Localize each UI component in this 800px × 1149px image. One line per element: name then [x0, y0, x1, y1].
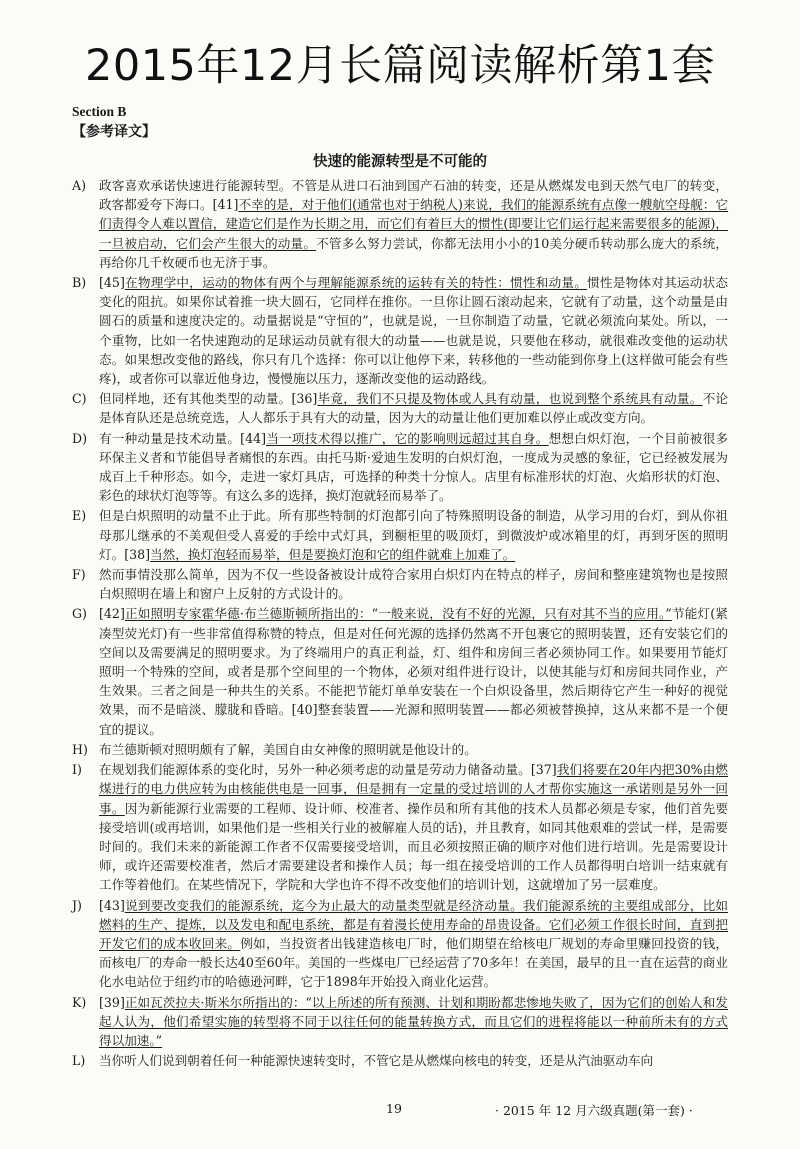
paragraph-label: G) [72, 606, 87, 622]
paragraph-label: C) [72, 391, 87, 407]
paragraph-label: L) [72, 1053, 86, 1069]
page-title: 2015年12月长篇阅读解析第1套 [84, 41, 715, 91]
underlined-answer: 正如照明专家霍华德·布兰德斯顿所指出的：“一般来说，没有不好的光源，只有对其不当的应用。” [124, 606, 672, 622]
section-label: Section B [72, 104, 127, 119]
paragraph-label: A) [72, 178, 87, 193]
underlined-answer: 在物理学中，运动的物体有两个与理解能源系统的运转有关的特性：惯性和动量。 [124, 275, 588, 291]
paragraph-b: B) [45]在物理学中，运动的物体有两个与理解能源系统的运转有关的特性：惯性和动量。惯性是物体对其运动状态变化的阻抗。如果你试着推一块大圆石，它同样在推你。一旦你让圆石滚动起来，它就有了动量，这个动量是由圆石的质量和速度决定的。动量据说是“守恒的”，也就是说，一旦你制造了动量，它就必须流向某处。所以，一个重物，比如一名快速跑动的足球运动员就有很大的动量——也就是说，只要他在移动，就很难改变他的运动状态。如果想改变他的路线，你只有几个选择：你可以让他停下来，转移他的一些动能到你身上(这样做可能会有些疼)，或者你可以靠近他身边，慢慢施以压力，逐渐改变他的运动路线。 [72, 275, 729, 387]
article-title: 快速的能源转型是不可能的 [313, 153, 487, 170]
page-number: 19 [386, 1101, 402, 1116]
underlined-answer: 不幸的是，对于他们(通常也对于纳税人)来说，我们的能源系统有点像一艘航空母舰：它们责得令人难以置信，建造它们是作为长期之用，而它们有着巨大的惯性(即要让它们运行起来需要很多的能源)，一旦被启动，它们会产生很大的动量。 [99, 197, 729, 251]
underlined-answer: 当一项技术得以推广，它的影响则远超过其自身。 [266, 430, 549, 446]
paragraph-label: F) [72, 567, 86, 583]
paragraph-a: A) 政客喜欢承诺快速进行能源转型。不管是从进口石油到国产石油的转变，还是从燃煤发电到天然气电厂的转变，政客都爱夸下海口。[41]不幸的是，对于他们(通常也对于纳税人)来说，我们的能源系统有点像一艘航空母舰：它们责得令人难以置信，建造它们是作为长期之用，而它们有着巨大的惯性(即要让它们运行起来需要很多的能源)，一旦被启动，它们会产生很大的动量。不管多么努力尝试，你都无法用小小的10美分硬币转动那么庞大的系统，再给你几千枚硬币也无济于事。 [72, 178, 729, 270]
paragraph-g: G) [42]正如照明专家霍华德·布兰德斯顿所指出的：“一般来说，没有不好的光源，只有对其不当的应用。”节能灯(紧凑型荧光灯)有一些非常值得称赞的特点，但是对任何光源的选择仍然离不开包裹它的照明装置，还有安装它们的空间以及需要满足的照明要求。为了终端用户的真正利益，灯、组件和房间三者必须协同工作。如果要用节能灯照明一个特殊的空间，或者是那个空间里的一个物体，必须对组件进行设计，以使其能与灯和房间共同作业，产生效果。三者之间是一种共生的关系。不能把节能灯单单安装在一个白炽设备里，然后期待它产生一种好的视觉效果，而不是暗淡、朦胧和昏暗。[40]整套装置——光源和照明装置——都必须被替换掉，这从来都不是一个便宜的提议。 [72, 606, 728, 737]
underlined-answer: 毕竟，我们不只提及物体或人具有动量，也说到整个系统具有动量。 [317, 391, 703, 407]
article-body [72, 176, 728, 1071]
paragraph-k: K) [39]正如瓦茨拉夫·斯米尔所指出的：“以上所述的所有预测、计划和期盼都悲惨地失败了，因为它们的创始人和发起人认为，他们希望实施的转型将不同于以往任何的能量转换方式，而且它们的进程将能以一种前所未有的方式得以加速。” [72, 994, 728, 1048]
paragraph-f: F) 然而事情没那么简单，因为不仅一些设备被设计成符合家用白炽灯内在特点的样子，房间和整座建筑物也是按照白炽照明在墙上和窗户上反射的方式设计的。 [72, 567, 728, 602]
paragraph-i: I) 在规划我们能源体系的变化时，另外一种必须考虑的动量是劳动力储备动量。[37]我们将要在20年内把30%由燃煤进行的电力供应转为由核能供电是一回事，但是拥有一定量的受过培训的人才帮你实施这一承诺则是另外一回事。因为新能源行业需要的工程师、设计师、校准者、操作员和所有其他的技术人员都必须是专家，他们首先要接受培训(或再培训，如果他们是一些相关行业的被解雇人员的话)，并且教育，如同其他艰难的尝试一样，是需要时间的。我们未来的新能源工作者不仅需要接受培训，而且必须按照正确的顺序对他们进行培训。先是需要设计师，或许还需要校准者，然后才需要建设者和操作人员；每一组在接受培训的工作人员都得明白培训一结束就有工作等着他们。在某些情况下，学院和大学也许不得不改变他们的培训计划，这就增加了另一层难度。 [72, 762, 729, 893]
paragraph-label: K) [72, 994, 87, 1010]
paragraph-label: I) [72, 762, 82, 778]
paragraph-label: E) [72, 508, 87, 524]
paragraph-h: H) 布兰德斯顿对照明颇有了解，美国自由女神像的照明就是他设计的。 [72, 740, 728, 759]
underlined-answer: 正如瓦茨拉夫·斯米尔所指出的：“以上所述的所有预测、计划和期盼都悲惨地失败了，因为它们的创始人和发起人认为，他们希望实施的转型将不同于以往任何的能量转换方式，而且它们的进程将能以一种前所未有的方式得以加速。” [99, 994, 728, 1048]
page-source: · 2015 年 12 月六级真题(第一套) · [495, 1103, 693, 1118]
paragraph-l: L) 当你听人们说到朝着任何一种能源快速转变时，不管它是从燃煤向核电的转变，还是从汽油驱动车向 [72, 1051, 728, 1070]
paragraph-j: J) [43]说到要改变我们的能源系统，迄今为止最大的动量类型就是经济动量。我们能源系统的主要组成部分，比如燃料的生产、提炼，以及发电和配电系统，都是有着漫长使用寿命的昂贵设备。它们必须工作很长时间，直到把开发它们的成本收回来。例如，当投资者出钱建造核电厂时，他们期望在给核电厂规划的寿命里赚回投资的钱，而核电厂的寿命一般长达40至60年。美国的一些煤电厂已经运营了70多年！在美国，最早的且一直在运营的商业化水电站位于纽约市的哈德逊河畔，它于1898年开始投入商业化运营。 [72, 897, 729, 990]
paragraph-label: D) [72, 430, 88, 446]
reference-translation-heading: 【参考译文】 [72, 124, 156, 140]
paragraph-c: C) 但同样地，还有其他类型的动量。[36]毕竟，我们不只提及物体或人具有动量，也说到整个系统具有动量。不论是体育队还是总统竞选，人人都乐于具有大的动量，因为大的动量让他们更加难以停止或改变方向。 [72, 391, 729, 426]
paragraph-e: E) 但是白炽照明的动量不止于此。所有那些特制的灯泡都引向了特殊照明设备的制造，从学习用的台灯，到从你祖母那儿继承的不美观但受人喜爱的手绘中式灯具，到橱柜里的吸顶灯，到微波炉或冰箱里的灯，再到牙医的照明灯。[38]当然，换灯泡轻而易举，但是要换灯泡和它的组件就难上加难了。 [72, 508, 728, 562]
paragraph-label: J) [72, 897, 82, 913]
underlined-answer: 我们将要在20年内把30%由燃煤进行的电力供应转为由核能供电是一回事，但是拥有一定量的受过培训的人才帮你实施这一承诺则是另外一回事。 [99, 762, 728, 816]
paragraph-d: D) 有一种动量是技术动量。[44]当一项技术得以推广，它的影响则远超过其自身。想想白炽灯泡，一个目前被很多环保主义者和节能倡导者痛恨的东西。由托马斯·爱迪生发明的白炽灯泡，一度成为灵感的象征，它已经被发展为成百上千种形态。如今，走进一家灯具店，可选择的种类十分惊人。店里有标准形状的灯泡、火焰形状的灯泡、彩色的球状灯泡等等。有这么多的选择，换灯泡就轻而易举了。 [72, 430, 728, 504]
underlined-answer: 当然，换灯泡轻而易举，但是要换灯泡和它的组件就难上加难了。 [150, 546, 516, 562]
paragraph-label: B) [72, 275, 87, 291]
paragraph-label: H) [72, 741, 88, 757]
underlined-answer: 说到要改变我们的能源系统，迄今为止最大的动量类型就是经济动量。我们能源系统的主要组成部分，比如燃料的生产、提炼，以及发电和配电系统，都是有着漫长使用寿命的昂贵设备。它们必须工作很长时间，直到把开发它们的成本收回来。 [99, 897, 728, 951]
